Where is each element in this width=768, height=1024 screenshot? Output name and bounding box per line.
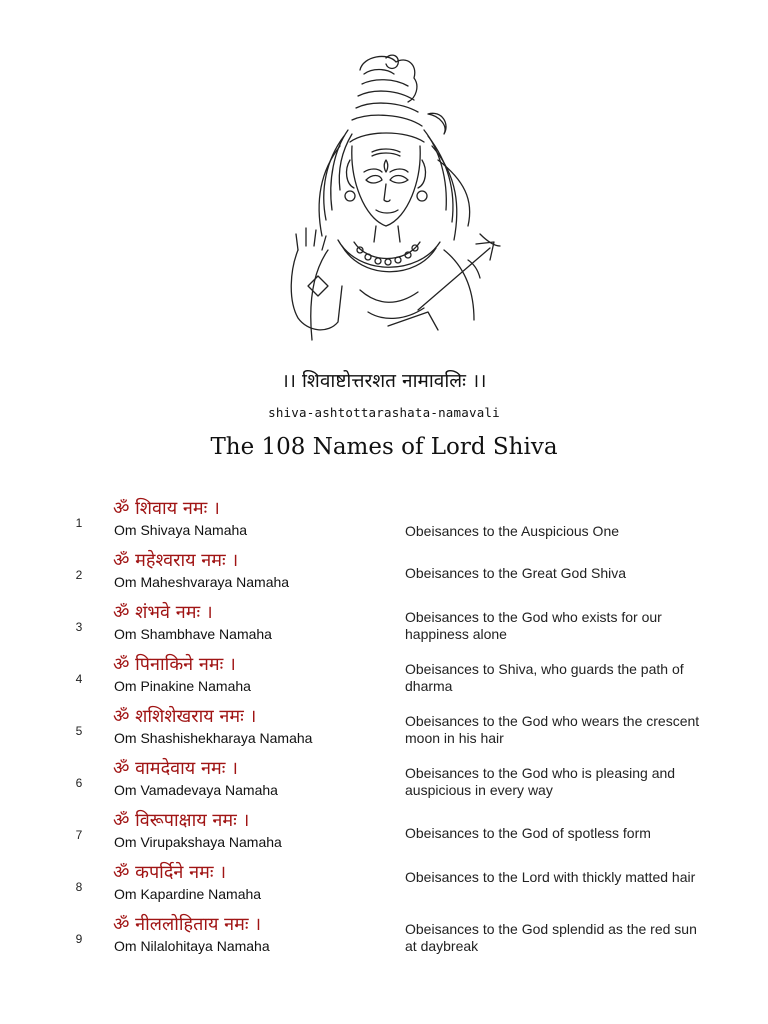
entry-transliteration: Om Kapardine Namaha [114, 886, 262, 902]
page-title: The 108 Names of Lord Shiva [210, 434, 558, 460]
list-item [0, 860, 768, 912]
list-item [0, 652, 768, 704]
list-item [0, 496, 768, 548]
entry-sanskrit: ॐ शशिशेखराय नमः । [113, 706, 257, 727]
entry-sanskrit: ॐ नीललोहिताय नमः । [113, 914, 262, 935]
list-item [0, 600, 768, 652]
entry-sanskrit: ॐ शिवाय नमः । [113, 498, 220, 519]
entry-sanskrit: ॐ वामदेवाय नमः । [113, 758, 238, 779]
entry-sanskrit: ॐ महेश्वराय नमः । [113, 550, 239, 571]
entry-transliteration: Om Shivaya Namaha [114, 522, 248, 538]
entry-number: 6 [75, 776, 83, 790]
transliteration-title: shiva-ashtottarashata-namavali [268, 405, 500, 420]
entry-transliteration: Om Maheshvaraya Namaha [114, 574, 290, 590]
entry-meaning: Obeisances to the God who wears the crescent moon in his hair [405, 713, 700, 746]
entry-meaning: Obeisances to the God of spotless form [405, 825, 651, 841]
entry-sanskrit: ॐ विरूपाक्षाय नमः । [113, 810, 250, 831]
list-item [0, 704, 768, 756]
entry-transliteration: Om Shashishekharaya Namaha [114, 730, 313, 746]
entry-meaning: Obeisances to Shiva, who guards the path of dharma [405, 661, 684, 694]
shiva-portrait-icon [268, 50, 502, 350]
entry-transliteration: Om Nilalohitaya Namaha [114, 938, 270, 954]
entry-number: 4 [75, 672, 83, 686]
list-item [0, 548, 768, 600]
sanskrit-title: ।। शिवाष्टोत्तरशत नामावलिः ।। [281, 370, 487, 392]
entry-transliteration: Om Virupakshaya Namaha [114, 834, 282, 850]
entry-number: 7 [75, 828, 83, 842]
entry-meaning: Obeisances to the God who exists for our happiness alone [405, 609, 662, 642]
entry-number: 5 [75, 724, 83, 738]
entry-meaning: Obeisances to the God who is pleasing and auspicious in every way [405, 765, 676, 798]
list-item [0, 808, 768, 860]
entry-meaning: Obeisances to the Lord with thickly matted hair [405, 869, 696, 885]
entry-transliteration: Om Shambhave Namaha [114, 626, 272, 642]
entry-sanskrit: ॐ कपर्दिने नमः । [113, 862, 227, 883]
entry-meaning: Obeisances to the God splendid as the red sun at daybreak [405, 921, 697, 954]
entry-meaning: Obeisances to the Great God Shiva [405, 565, 627, 581]
entry-sanskrit: ॐ पिनाकिने नमः । [113, 654, 236, 675]
list-item [0, 912, 768, 964]
entry-meaning: Obeisances to the Auspicious One [405, 523, 620, 539]
entry-number: 2 [75, 568, 83, 582]
entry-number: 3 [75, 620, 83, 634]
entry-sanskrit: ॐ शंभवे नमः । [113, 602, 213, 623]
entry-number: 8 [75, 880, 83, 894]
entry-number: 1 [75, 516, 83, 530]
entry-number: 9 [75, 932, 83, 946]
entry-transliteration: Om Pinakine Namaha [114, 678, 251, 694]
list-item [0, 756, 768, 808]
entry-transliteration: Om Vamadevaya Namaha [114, 782, 278, 798]
